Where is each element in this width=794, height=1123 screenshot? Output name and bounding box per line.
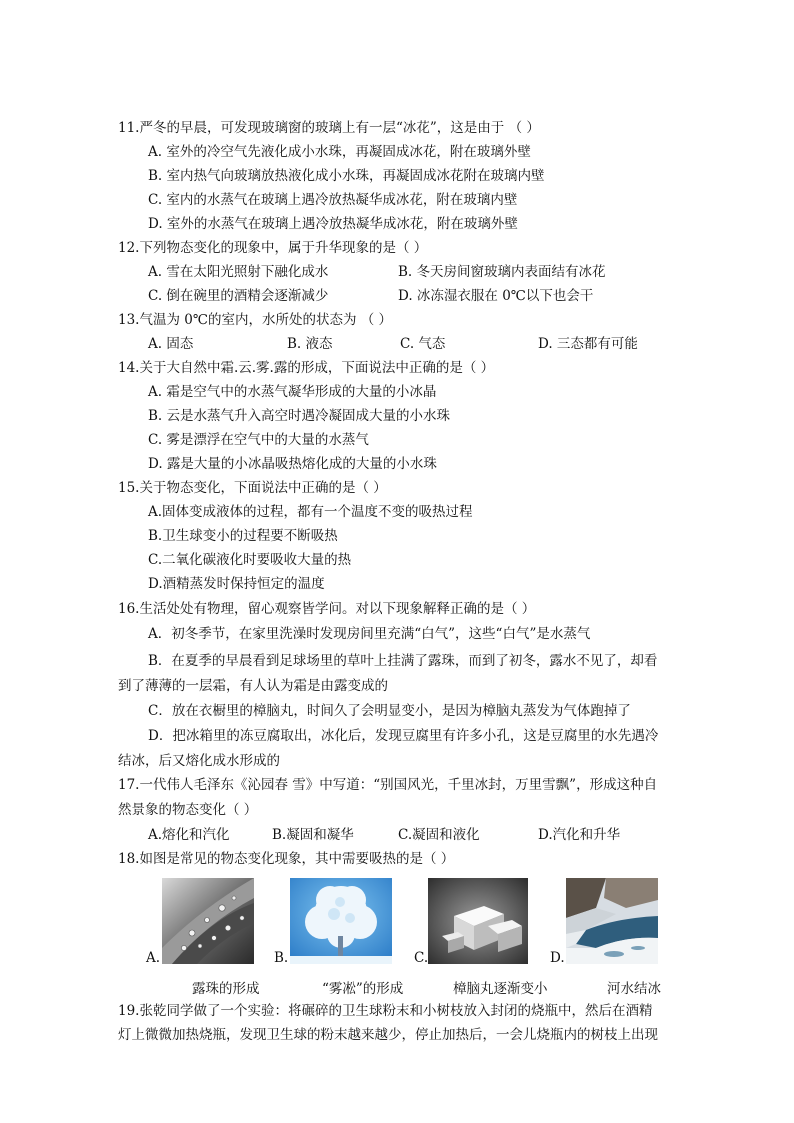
q16-option-b-line2: 到了薄薄的一层霜，有人认为霜是由露变成的 — [118, 678, 388, 694]
q18-image-rime — [290, 878, 392, 964]
q15-option-b: B.卫生球变小的过程要不断吸热 — [148, 528, 338, 544]
q18-caption-a: 露珠的形成 — [192, 981, 260, 997]
q15-option-c: C.二氧化碳液化时要吸收大量的热 — [148, 552, 352, 568]
q14-option-b: B. 云是水蒸气升入高空时遇冷凝固成大量的小水珠 — [148, 408, 451, 424]
q12-option-c: C. 倒在碗里的酒精会逐渐减少 — [148, 288, 329, 304]
q11-option-c: C. 室内的水蒸气在玻璃上遇冷放热凝华成冰花，附在玻璃内壁 — [148, 192, 518, 208]
q13-option-c: C. 气态 — [400, 336, 446, 352]
q17-stem-line2: 然景象的物态变化（ ） — [118, 802, 258, 818]
q11-option-a: A. 室外的冷空气先液化成小水珠，再凝固成冰花，附在玻璃外壁 — [148, 144, 531, 160]
q18-stem: 18.如图是常见的物态变化现象，其中需要吸热的是（ ） — [118, 851, 455, 867]
q18-image-river-ice — [566, 878, 658, 964]
q17-option-c: C.凝固和液化 — [398, 827, 480, 843]
q18-caption-d: 河水结冰 — [607, 981, 661, 997]
q18-image-dew — [162, 878, 254, 964]
q17-option-a: A.熔化和汽化 — [148, 827, 230, 843]
q18-option-d-label: D. — [550, 950, 565, 966]
q13-option-a: A. 固态 — [148, 336, 194, 352]
q17-option-b: B.凝固和凝华 — [272, 827, 354, 843]
q16-option-d-line2: 结冰，后又熔化成水形成的 — [118, 753, 280, 769]
q16-option-b-line1: B．在夏季的早晨看到足球场里的草叶上挂满了露珠，而到了初冬，露水不见了，却看 — [148, 653, 658, 669]
q12-option-b: B. 冬天房间窗玻璃内表面结有冰花 — [398, 264, 606, 280]
q15-option-d: D.酒精蒸发时保持恒定的温度 — [148, 576, 325, 592]
q18-image-camphor — [428, 878, 528, 964]
q18-option-c-label: C. — [414, 950, 429, 966]
q11-stem: 11.严冬的早晨，可发现玻璃窗的玻璃上有一层“冰花”，这是由于 （ ） — [118, 120, 540, 136]
q19-stem-line1: 19.张乾同学做了一个实验：将碾碎的卫生球粉末和小树枝放入封闭的烧瓶中，然后在酒精 — [118, 1003, 653, 1019]
q13-option-d: D. 三态都有可能 — [538, 336, 638, 352]
q15-option-a: A.固体变成液体的过程，都有一个温度不变的吸热过程 — [148, 504, 473, 520]
q19-stem-line2: 灯上微微加热烧瓶，发现卫生球的粉末越来越少，停止加热后，一会儿烧瓶内的树枝上出现 — [118, 1027, 658, 1043]
q12-option-d: D. 冰冻湿衣服在 0℃以下也会干 — [398, 288, 594, 304]
q16-option-d-line1: D．把冰箱里的冻豆腐取出，冰化后，发现豆腐里有许多小孔，这是豆腐里的水先遇冷 — [148, 728, 659, 744]
q18-caption-c: 樟脑丸逐渐变小 — [453, 981, 548, 997]
q18-caption-b: “雾凇”的形成 — [322, 981, 404, 997]
q16-option-c: C．放在衣橱里的樟脑丸，时间久了会明显变小，是因为樟脑丸蒸发为气体跑掉了 — [148, 703, 631, 719]
q14-option-a: A. 霜是空气中的水蒸气凝华形成的大量的小冰晶 — [148, 384, 437, 400]
q14-stem: 14.关于大自然中霜.云.雾.露的形成，下面说法中正确的是（ ） — [118, 360, 495, 376]
q17-option-d: D.汽化和升华 — [538, 827, 621, 843]
q12-option-a: A. 雪在太阳光照射下融化成水 — [148, 264, 329, 280]
q12-stem: 12.下列物态变化的现象中，属于升华现象的是（ ） — [118, 240, 428, 256]
q11-option-b: B. 室内热气向玻璃放热液化成小水珠，再凝固成冰花附在玻璃内壁 — [148, 168, 545, 184]
q17-stem-line1: 17.一代伟人毛泽东《沁园春 雪》中写道：“别国风光，千里冰封，万里雪飘”，形成这种自 — [118, 777, 658, 793]
q13-stem: 13.气温为 0℃的室内，水所处的状态为 （ ） — [118, 312, 393, 328]
q18-option-b-label: B. — [274, 950, 289, 966]
q14-option-c: C. 雾是漂浮在空气中的大量的水蒸气 — [148, 432, 369, 448]
q16-stem: 16.生活处处有物理，留心观察皆学问。对以下现象解释正确的是（ ） — [118, 601, 536, 617]
q13-option-b: B. 液态 — [287, 336, 333, 352]
q18-option-a-label: A. — [146, 950, 161, 966]
q16-option-a: A．初冬季节，在家里洗澡时发现房间里充满“白气”，这些“白气”是水蒸气 — [148, 626, 591, 642]
q15-stem: 15.关于物态变化，下面说法中正确的是（ ） — [118, 480, 387, 496]
q11-option-d: D. 室外的水蒸气在玻璃上遇冷放热凝华成冰花，附在玻璃外壁 — [148, 216, 518, 232]
q14-option-d: D. 露是大量的小冰晶吸热熔化成的大量的小水珠 — [148, 456, 437, 472]
